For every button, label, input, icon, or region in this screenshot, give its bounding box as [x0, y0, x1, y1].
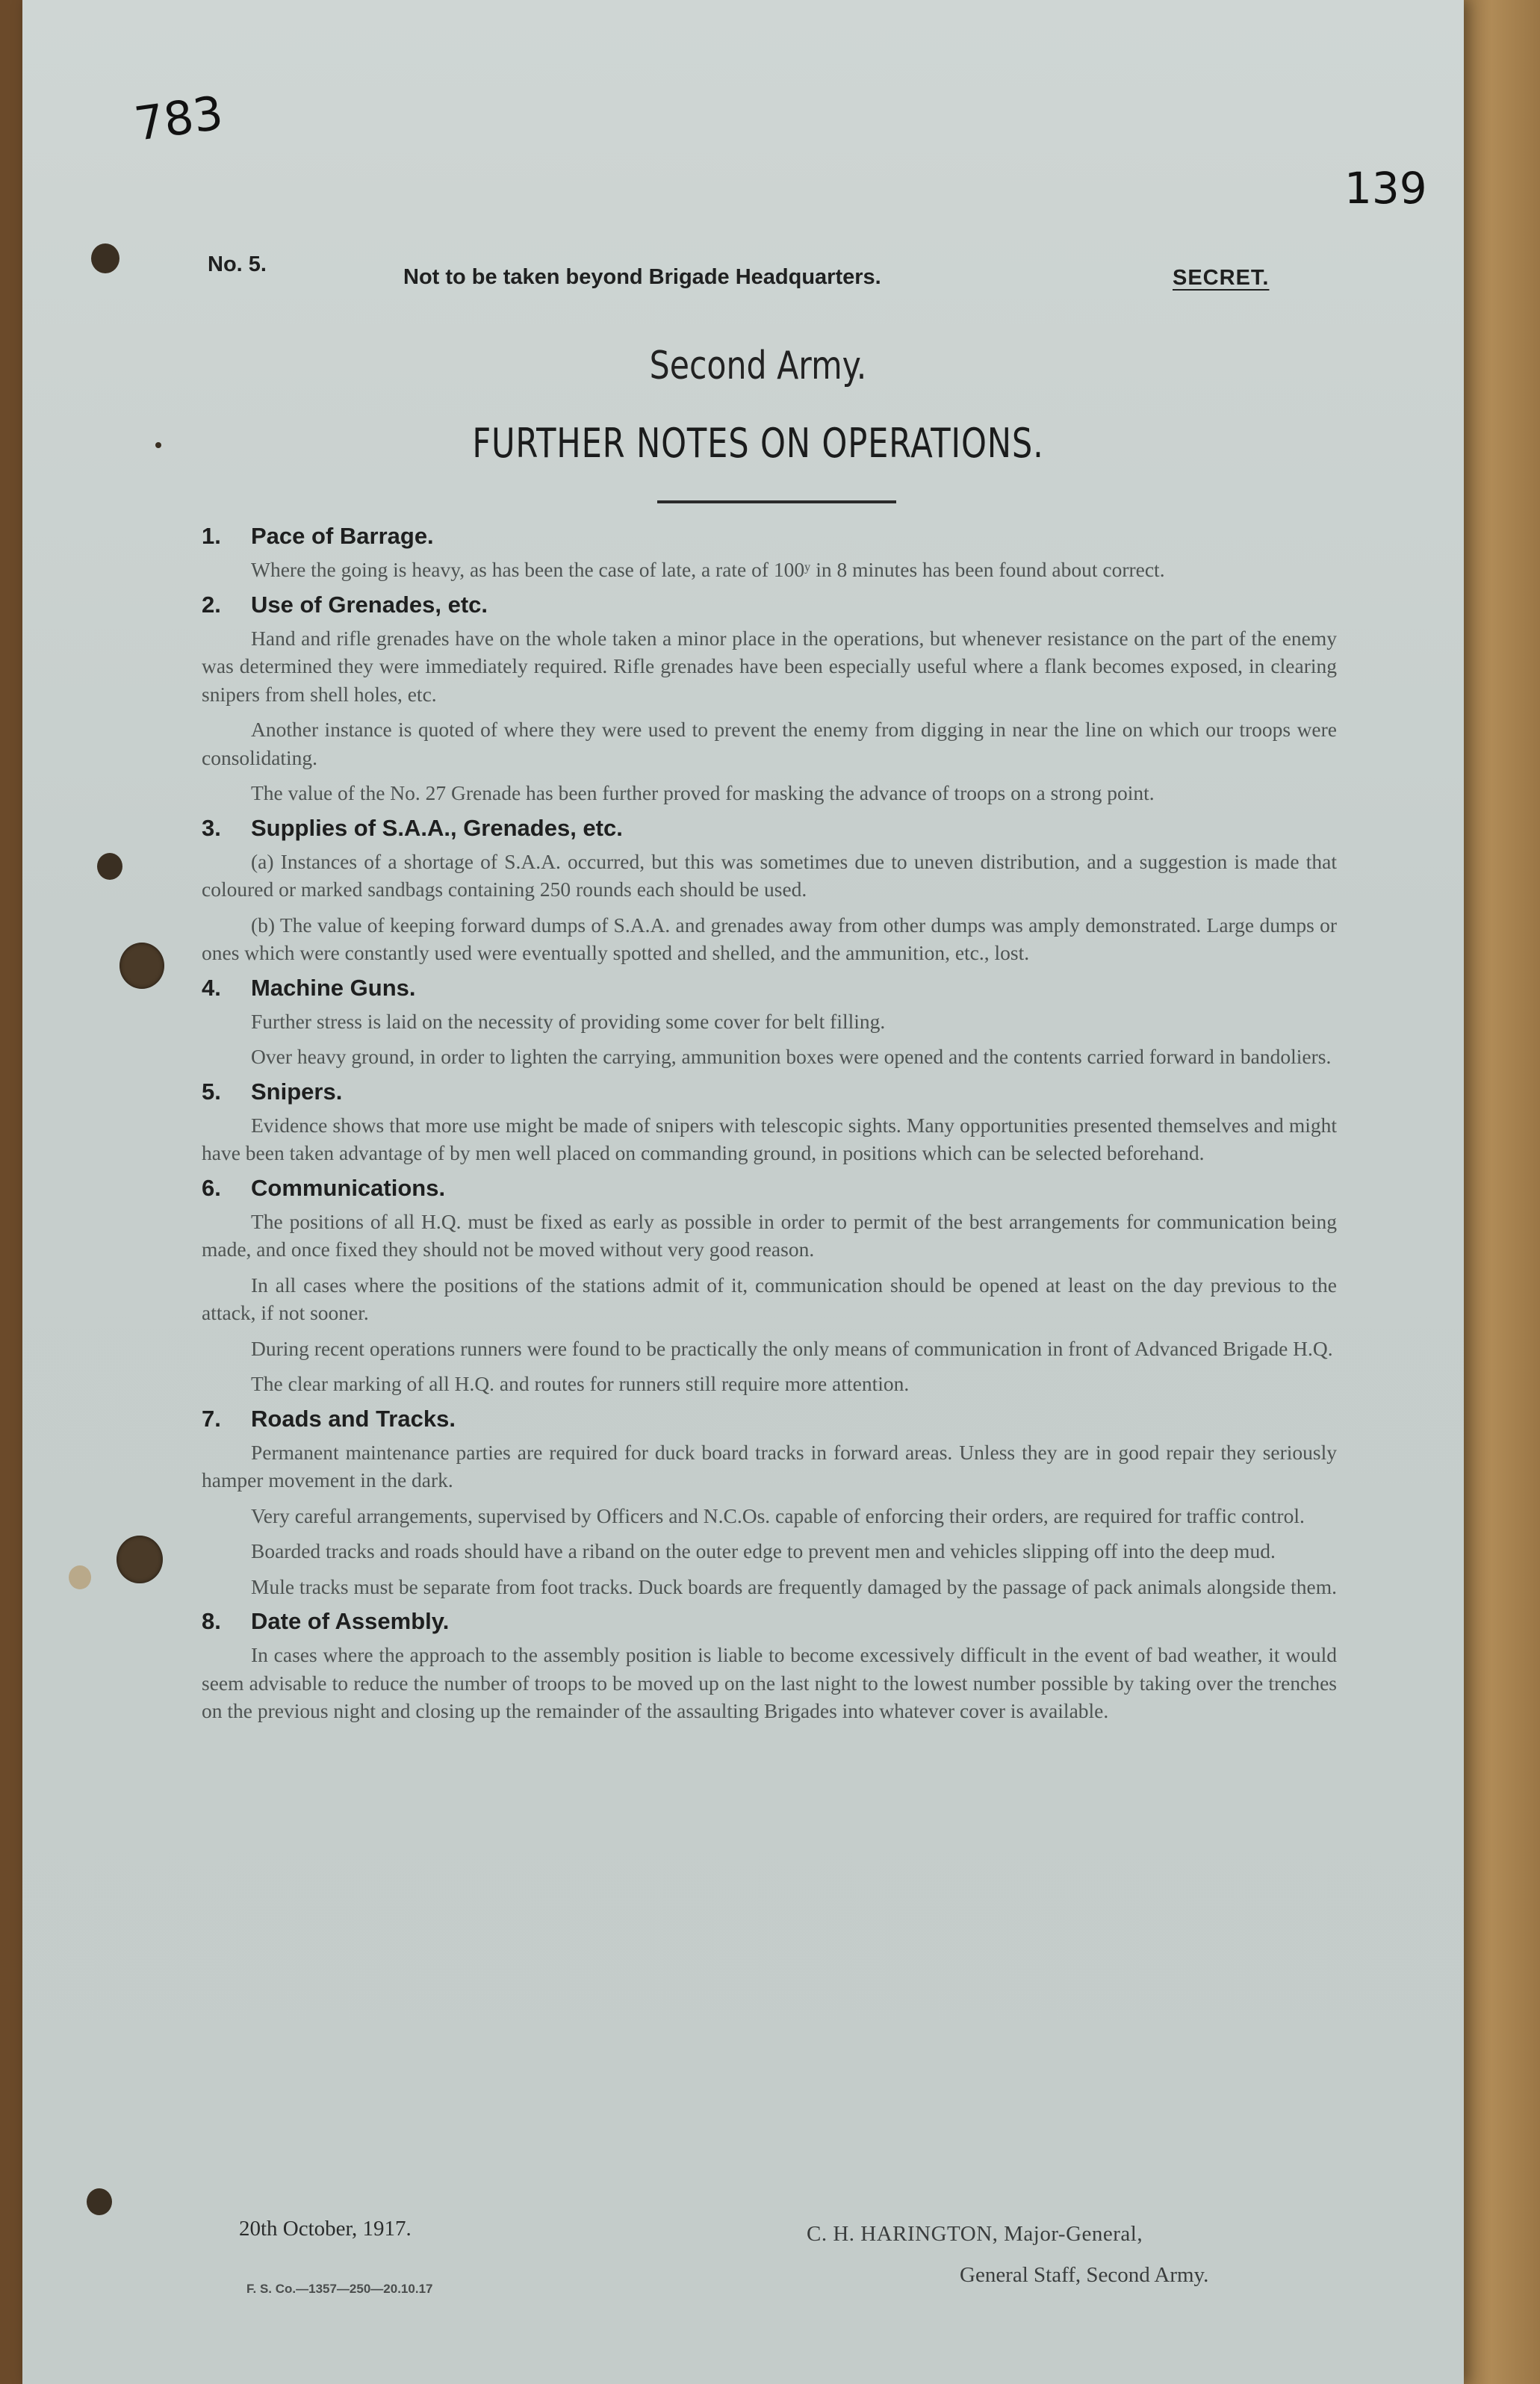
section-snipers — [202, 1078, 1337, 1167]
section-number: 2. — [202, 591, 221, 618]
section-title: Use of Grenades, etc. — [251, 591, 488, 618]
signature-title: General Staff, Second Army. — [960, 2263, 1209, 2287]
paragraph: Further stress is laid on the necessity of providing some cover for belt filling. — [251, 1009, 886, 1033]
classification-marking: SECRET. — [1173, 266, 1270, 290]
section-heading — [202, 975, 1337, 1002]
paragraph: Hand and rifle grenades have on the whole taken a minor place in the operations, but whenever resistance on the part of the enemy was determined they were immediately required. Rifle grenades have been especially useful where a flank becomes exposed, in clearing snipers from shell holes, etc. — [202, 626, 1337, 706]
section-title: Machine Guns. — [251, 974, 416, 1001]
section-title: Snipers. — [251, 1078, 343, 1105]
punch-hole — [119, 943, 164, 989]
section-supplies — [202, 815, 1337, 967]
paragraph: (a) Instances of a shortage of S.A.A. occurred, but this was sometimes due to uneven distribution, and a suggestion is made that coloured or marked sandbags containing 250 rounds each should be used. — [202, 849, 1337, 901]
punch-hole — [87, 2188, 112, 2215]
section-number: 4. — [202, 974, 221, 1001]
paragraph: Where the going is heavy, as has been the case of late, a rate of 100ʸ in 8 minutes has been found about correct. — [251, 558, 1165, 581]
section-heading — [202, 1608, 1337, 1635]
paragraph: (b) The value of keeping forward dumps of S.A.A. and grenades away from other dumps was amply demonstrated. Large dumps or ones which were constantly used were eventually spotted and shelled, and the ammunition, etc., lost. — [202, 913, 1337, 964]
paragraph: Permanent maintenance parties are required for duck board tracks in forward areas. Unless they are in good repair they seriously hamper movement in the dark. — [202, 1440, 1337, 1491]
paragraph: The positions of all H.Q. must be fixed as early as possible in order to permit of the best arrangements for communication being made, and once fixed they should not be moved without very good reason. — [202, 1209, 1337, 1261]
section-use-of-grenades — [202, 592, 1337, 807]
document-page — [22, 0, 1464, 2384]
section-number: 5. — [202, 1078, 221, 1105]
punch-hole — [117, 1536, 163, 1583]
section-title: Roads and Tracks. — [251, 1405, 456, 1432]
document-subtitle: FURTHER NOTES ON OPERATIONS. — [472, 420, 1044, 467]
punch-hole — [91, 243, 119, 273]
handwritten-number-left: 783 — [131, 85, 226, 152]
section-number: 8. — [202, 1608, 221, 1634]
punch-hole — [69, 1565, 91, 1589]
distribution-restriction: Not to be taken beyond Brigade Headquarters. — [403, 265, 881, 289]
handwritten-number-right: 139 — [1344, 163, 1427, 214]
document-title: Second Army. — [649, 344, 867, 388]
section-date-of-assembly — [202, 1608, 1337, 1725]
paragraph: The clear marking of all H.Q. and routes for runners still require more attention. — [251, 1372, 910, 1395]
paragraph: Boarded tracks and roads should have a riband on the outer edge to prevent men and vehicles slipping off into the deep mud. — [251, 1539, 1276, 1562]
section-number: 3. — [202, 814, 221, 841]
section-title: Supplies of S.A.A., Grenades, etc. — [251, 814, 623, 841]
punch-hole — [97, 853, 122, 880]
paragraph: Another instance is quoted of where they were used to prevent the enemy from digging in near the line on which our troops were consolidating. — [202, 718, 1337, 769]
section-title: Pace of Barrage. — [251, 523, 434, 549]
section-heading — [202, 592, 1337, 618]
section-communications — [202, 1175, 1337, 1398]
paragraph: Mule tracks must be separate from foot tracks. Duck boards are frequently damaged by the passage of pack animals alongside them. — [251, 1574, 1337, 1598]
paragraph: In cases where the approach to the assembly position is liable to become excessively difficult in the event of bad weather, it would seem advisable to reduce the number of troops to be moved up on the last night to the lowest number possible by taking over the trenches on the previous night and closing up the remainder of the assaulting Brigades into whatever cover is available. — [202, 1643, 1337, 1722]
section-machine-guns — [202, 975, 1337, 1071]
section-number: 7. — [202, 1405, 221, 1432]
paragraph: The value of the No. 27 Grenade has been further proved for masking the advance of troops on a strong point. — [251, 781, 1155, 804]
sections — [202, 523, 1337, 1733]
document-number: No. 5. — [208, 252, 267, 276]
paragraph: Over heavy ground, in order to lighten the carrying, ammunition boxes were opened and the contents carried forward in bandoliers. — [251, 1045, 1332, 1068]
punch-hole — [155, 442, 161, 448]
section-title: Date of Assembly. — [251, 1608, 450, 1634]
paragraph: Very careful arrangements, supervised by Officers and N.C.Os. capable of enforcing their orders, are required for traffic control. — [251, 1503, 1305, 1527]
document-date: 20th October, 1917. — [239, 2217, 412, 2241]
paragraph: During recent operations runners were found to be practically the only means of communication in front of Advanced Brigade H.Q. — [251, 1336, 1333, 1360]
signature-name: C. H. HARINGTON, Major-General, — [807, 2222, 1143, 2246]
section-title: Communications. — [251, 1174, 446, 1201]
paragraph: Evidence shows that more use might be made of snipers with telescopic sights. Many opportunities presented themselves and might have been taken advantage of by men well placed on commanding ground, in positions which can be selected beforehand. — [202, 1113, 1337, 1164]
section-pace-of-barrage — [202, 523, 1337, 584]
section-heading — [202, 1406, 1337, 1432]
section-heading — [202, 1078, 1337, 1105]
printer-mark: F. S. Co.—1357—250—20.10.17 — [246, 2282, 433, 2296]
section-roads-and-tracks — [202, 1406, 1337, 1601]
section-number: 6. — [202, 1174, 221, 1201]
section-heading — [202, 815, 1337, 842]
section-heading — [202, 523, 1337, 550]
section-heading — [202, 1175, 1337, 1202]
section-number: 1. — [202, 523, 221, 549]
paragraph: In all cases where the positions of the stations admit of it, communication should be opened at least on the day previous to the attack, if not sooner. — [202, 1273, 1337, 1324]
title-rule — [657, 500, 896, 503]
